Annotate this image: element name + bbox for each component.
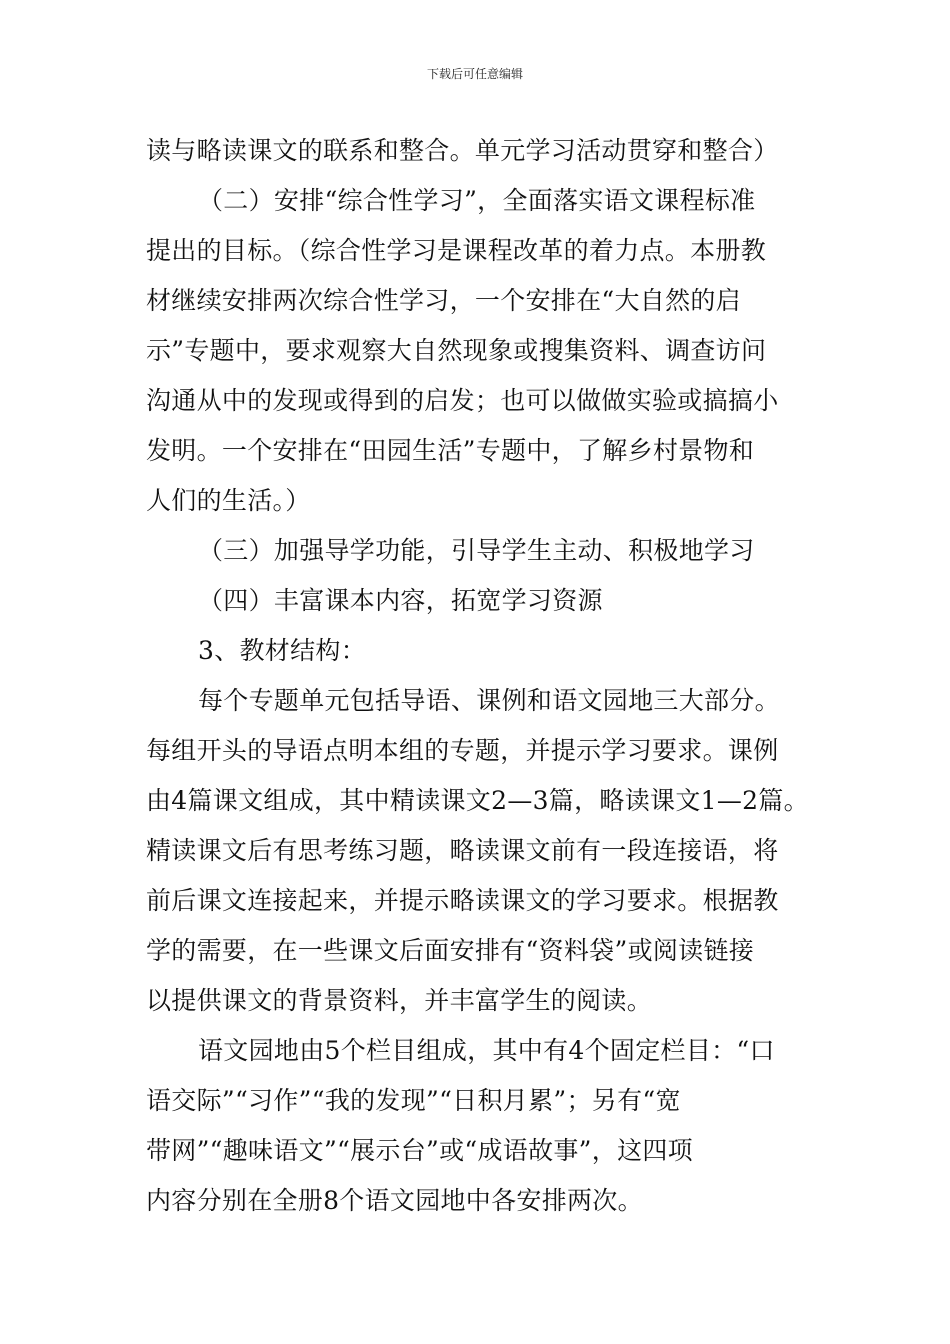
text-line: （三）加强导学功能，引导学生主动、积极地学习 (198, 536, 755, 565)
text-line: 语交际”“习作”“我的发现”“日积月累”；另有“宽 (146, 1086, 681, 1115)
text-line: 学的需要，在一些课文后面安排有“资料袋”或阅读链接 (146, 936, 755, 965)
text-line: 材继续安排两次综合性学习，一个安排在“大自然的启 (146, 286, 741, 315)
text-line: 带网”“趣味语文”“展示台”或“成语故事”，这四项 (146, 1136, 693, 1165)
text-line: 前后课文连接起来，并提示略读课文的学习要求。根据教 (146, 886, 779, 915)
text-line: 示”专题中，要求观察大自然现象或搜集资料、调查访问 (146, 336, 767, 365)
text-line: 提出的目标。（综合性学习是课程改革的着力点。本册教 (146, 236, 767, 265)
text-line: 以提供课文的背景资料，并丰富学生的阅读。 (146, 986, 653, 1015)
text-line: 每组开头的导语点明本组的专题，并提示学习要求。课例 (146, 736, 779, 765)
page-header-note: 下载后可任意编辑 (426, 67, 523, 81)
text-line: 每个专题单元包括导语、课例和语文园地三大部分。 (198, 686, 780, 715)
text-line: 内容分别在全册8个语文园地中各安排两次。 (146, 1186, 643, 1215)
text-line: 由4篇课文组成，其中精读课文2—3篇，略读课文1—2篇。 (146, 786, 809, 815)
text-line: （四）丰富课本内容，拓宽学习资源 (198, 586, 603, 615)
text-line: 语文园地由5个栏目组成，其中有4个固定栏目：“口 (198, 1036, 775, 1065)
text-line: 人们的生活。） (146, 486, 311, 515)
section-heading: 3、教材结构： (198, 636, 367, 665)
text-line: （二）安排“综合性学习”，全面落实语文课程标准 (198, 186, 756, 215)
document-body (146, 126, 816, 1226)
text-line: 沟通从中的发现或得到的启发；也可以做做实验或搞搞小 (146, 386, 779, 415)
text-line: 读与略读课文的联系和整合。单元学习活动贯穿和整合） (146, 136, 779, 165)
text-line: 精读课文后有思考练习题，略读课文前有一段连接语，将 (146, 836, 779, 865)
text-line: 发明。一个安排在“田园生活”专题中，了解乡村景物和 (146, 436, 755, 465)
